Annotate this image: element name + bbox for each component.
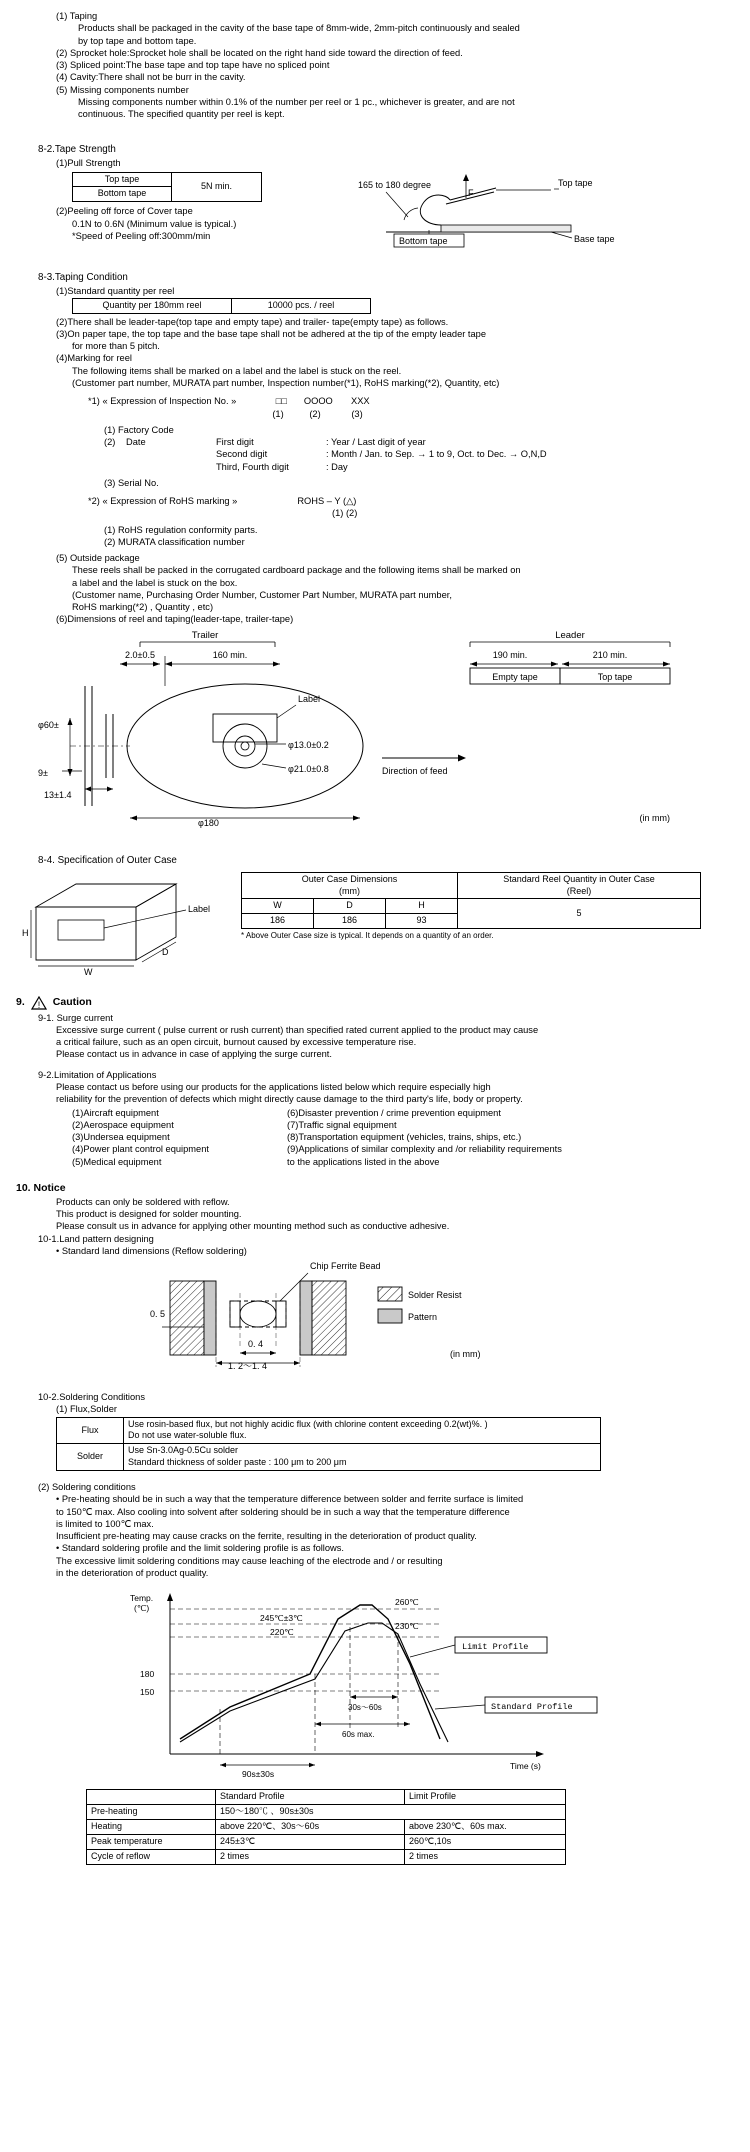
svg-text:Limit Profile: Limit Profile: [462, 1642, 529, 1653]
insp-code-2: OOOO: [303, 396, 333, 407]
section-taping-condition: [0, 252, 750, 626]
std-qty-table: [72, 298, 371, 314]
preheat-line-2: to 150℃ max. Also cooling into solvent after soldering should be in such a way that the temperature difference: [56, 1506, 510, 1517]
app-right-2: (7)Traffic signal equipment: [287, 1119, 397, 1130]
header-blank: [87, 1790, 216, 1805]
rohs-nums: (1) (2): [332, 508, 358, 519]
surge-title: 9-1. Surge current: [38, 1012, 113, 1023]
svg-text:Label: Label: [188, 903, 211, 914]
row-heating-limit: above 230℃、60s max.: [405, 1819, 566, 1834]
date-digit-value: : Month / Jan. to Sep. → 1 to 9, Oct. to Dec. → O,N,D: [326, 449, 547, 460]
dims-header: [242, 872, 458, 899]
qty-header-l2: (Reel): [566, 885, 592, 896]
app-right-4: (9)Applications of similar complexity and /or reliability requirements: [287, 1144, 562, 1155]
row-solder-label: Solder: [57, 1444, 124, 1471]
section-tape-strength: [0, 120, 750, 251]
svg-text:φ13.0±0.2: φ13.0±0.2: [288, 739, 329, 750]
row-preheating-label: Pre-heating: [87, 1805, 216, 1820]
detail-label: Factory Code: [117, 424, 174, 435]
svg-text:Trailer: Trailer: [191, 629, 219, 641]
value-h: 93: [386, 914, 458, 929]
notice-line-3: Please consult us in advance for applying other mounting method such as conductive adhesive.: [56, 1221, 450, 1232]
svg-text:9±: 9±: [38, 767, 48, 778]
qty-header-l1: Standard Reel Quantity in Outer Case: [503, 873, 655, 884]
rohs-item-2: (2) MURATA classification number: [104, 536, 245, 547]
inspection-expression: [88, 395, 734, 420]
row-cycle-standard: 2 times: [216, 1849, 405, 1864]
item-number: (2): [56, 47, 68, 58]
svg-text:D: D: [162, 946, 169, 957]
surge-line-3: Please contact us in advance in case of applying the surge current.: [56, 1049, 332, 1060]
taping-item-2: [56, 47, 734, 59]
section-9-number: 9.: [16, 995, 25, 1008]
outside-line-1: These reels shall be packed in the corrugated cardboard package and the following items shall be marked on: [72, 565, 521, 576]
svg-text:180: 180: [140, 1669, 155, 1680]
svg-text:30s～60s: 30s～60s: [348, 1703, 382, 1713]
insp-expr-label: *1) « Expression of Inspection No. »: [88, 396, 237, 407]
solder-line-1: Use Sn-3.0Ag-0.5Cu solder: [128, 1445, 239, 1456]
row-heating-label: Heating: [87, 1819, 216, 1834]
svg-text:260℃: 260℃: [395, 1597, 419, 1608]
preheat-line-4: Insufficient pre-heating may cause cracks on the ferrite, resulting in the deterioration of product quality.: [56, 1531, 477, 1542]
table-row: [73, 298, 371, 313]
flux-solder-label: (1) Flux,Solder: [56, 1404, 117, 1415]
pull-strength-label: (1)Pull Strength: [56, 158, 121, 169]
section-notice: [0, 1168, 750, 1257]
item-label: Taping: [69, 11, 98, 21]
header-limit: Limit Profile: [405, 1790, 566, 1805]
value-w: 186: [242, 914, 314, 929]
app-left-2: (2)Aerospace equipment: [72, 1119, 174, 1130]
taping-item-3: [56, 59, 734, 71]
soldering-conditions-label: (2) Soldering conditions: [38, 1482, 136, 1493]
table-row: [87, 1805, 566, 1820]
app-left-1: (1)Aircraft equipment: [72, 1107, 159, 1118]
profile-line-3: in the deterioration of product quality.: [56, 1567, 209, 1578]
app-right-1: (6)Disaster prevention / crime prevention equipment: [287, 1107, 501, 1118]
section-83-title: 8-3.Taping Condition: [38, 271, 128, 283]
notice-line-1: Products can only be soldered with reflow.: [56, 1196, 230, 1207]
reflow-profile-table: [86, 1789, 566, 1864]
table-row: [242, 872, 701, 899]
flux-solder-table: [56, 1417, 601, 1472]
table-row: [87, 1819, 566, 1834]
svg-text:Pattern: Pattern: [408, 1312, 438, 1323]
insp-detail-date: [104, 436, 734, 448]
unit-label: (in mm): [639, 812, 670, 823]
date-digit-label: Third, Fourth digit: [216, 461, 289, 472]
svg-text:(in mm): (in mm): [450, 1349, 481, 1360]
row-peak-label: Peak temperature: [87, 1834, 216, 1849]
svg-text:φ180: φ180: [198, 817, 219, 828]
item-number: (1): [56, 11, 68, 21]
row-peak-standard: 245±3℃: [216, 1834, 405, 1849]
peel-speed: *Speed of Peeling off:300mm/min: [72, 230, 211, 241]
section-caution: [0, 982, 750, 1168]
item-text: by top tape and bottom tape.: [78, 35, 197, 46]
marking-line-1: The following items shall be marked on a label and the label is stuck on the reel.: [72, 365, 402, 376]
col-w: W: [242, 899, 314, 914]
svg-text:210 min.: 210 min.: [592, 649, 628, 660]
svg-text:Leader: Leader: [555, 629, 585, 641]
table-row: [87, 1834, 566, 1849]
svg-text:F: F: [468, 187, 474, 198]
section-taping: [0, 0, 750, 120]
svg-text:Bottom tape: Bottom tape: [399, 235, 448, 246]
date-digit-value: : Day: [326, 461, 348, 472]
row-peak-limit: 260℃,10s: [405, 1834, 566, 1849]
rohs-item-1: (1) RoHS regulation conformity parts.: [104, 524, 258, 535]
dims-header-l1: Outer Case Dimensions: [301, 873, 398, 884]
peel-force-label: (2)Peeling off force of Cover tape: [56, 206, 193, 217]
col-h: H: [386, 899, 458, 914]
svg-text:φ21.0±0.8: φ21.0±0.8: [288, 763, 329, 774]
section-10-title: 10. Notice: [16, 1181, 66, 1194]
insp-code-3: XXX: [351, 396, 370, 407]
section-soldering-conditions: [0, 1377, 750, 1579]
svg-text:Temp.: Temp.: [130, 1593, 154, 1604]
soldering-title: 10-2.Soldering Conditions: [38, 1392, 145, 1403]
date-digit-value: : Year / Last digit of year: [326, 437, 426, 448]
taping-note-2: (2)There shall be leader-tape(top tape and empty tape) and trailer- tape(empty tape) as follows.: [56, 316, 449, 327]
insp-detail-serial: (3) Serial No.: [104, 477, 159, 488]
std-qty-label: (1)Standard quantity per reel: [56, 285, 175, 296]
solder-line-2: Standard thickness of solder paste : 100 μm to 200 μm: [128, 1457, 347, 1468]
row-cycle-limit: 2 times: [405, 1849, 566, 1864]
svg-text:245℃±3℃: 245℃±3℃: [260, 1613, 303, 1624]
svg-text:2.0±0.5: 2.0±0.5: [125, 649, 155, 660]
svg-text:Top tape: Top tape: [558, 177, 593, 188]
svg-text:220℃: 220℃: [270, 1627, 294, 1638]
svg-text:φ60±: φ60±: [38, 719, 59, 730]
outside-package-label: (5) Outside package: [56, 553, 140, 564]
cell-reel-size: Quantity per 180mm reel: [73, 298, 232, 313]
outer-case-box-figure: [16, 872, 241, 982]
item-label: Missing components number: [69, 84, 189, 95]
date-digit-label: First digit: [216, 437, 254, 448]
warning-triangle-icon: [31, 996, 47, 1010]
svg-text:13±1.4: 13±1.4: [44, 789, 72, 800]
svg-text:60s max.: 60s max.: [342, 1730, 375, 1740]
svg-text:Empty tape: Empty tape: [492, 671, 538, 682]
peel-diagram: [346, 170, 646, 252]
marking-label: (4)Marking for reel: [56, 353, 132, 364]
svg-text:160 min.: 160 min.: [212, 649, 248, 660]
svg-text:190 min.: 190 min.: [492, 649, 528, 660]
limitation-line-1: Please contact us before using our products for the applications listed below which require especially high: [56, 1082, 491, 1092]
svg-text:Base tape: Base tape: [574, 233, 615, 244]
limitation-line-2: reliability for the prevention of defects which might directly cause damage to the third party's life, body or property.: [56, 1094, 523, 1105]
item-text: continuous. The specified quantity per reel is kept.: [78, 109, 285, 120]
svg-text:230℃: 230℃: [395, 1621, 419, 1632]
row-solder-value: [124, 1444, 601, 1471]
detail-number: (2): [104, 437, 116, 448]
peel-force-value: 0.1N to 0.6N (Minimum value is typical.): [72, 218, 237, 229]
limitation-title: 9-2.Limitation of Applications: [38, 1069, 157, 1080]
item-number: (4): [56, 72, 68, 83]
app-left-5: (5)Medical equipment: [72, 1156, 162, 1167]
section-82-title: 8-2.Tape Strength: [38, 144, 116, 156]
section-84-title: 8-4. Specification of Outer Case: [38, 854, 177, 866]
item-number: (5): [56, 84, 68, 95]
row-flux-label: Flux: [57, 1417, 124, 1444]
land-pattern-figure: [0, 1257, 750, 1377]
svg-text:(℃): (℃): [134, 1603, 150, 1614]
svg-text:Chip Ferrite Bead: Chip Ferrite Bead: [310, 1261, 381, 1272]
svg-text:Standard Profile: Standard Profile: [491, 1702, 573, 1713]
land-pattern-bullet: • Standard land dimensions (Reflow soldering): [56, 1245, 247, 1256]
svg-text:Time (s): Time (s): [510, 1761, 541, 1772]
app-left-4: (4)Power plant control equipment: [72, 1144, 209, 1155]
surge-line-2: a critical failure, such as an open circuit, burnout caused by excessive temperature rise.: [56, 1037, 417, 1048]
app-right-3: (8)Transportation equipment (vehicles, trains, ships, etc.): [287, 1132, 522, 1143]
row-cycle-label: Cycle of reflow: [87, 1849, 216, 1864]
cell-reel-qty: 10000 pcs. / reel: [232, 298, 371, 313]
table-row: [57, 1444, 601, 1471]
svg-text:Top tape: Top tape: [597, 671, 633, 682]
insp-code-1: □□: [275, 396, 287, 407]
land-pattern-title: 10-1.Land pattern designing: [38, 1233, 154, 1244]
table-row: [73, 172, 262, 187]
outer-case-table: [241, 872, 701, 930]
taping-item-4: [56, 71, 734, 83]
item-label: Sprocket hole:Sprocket hole shall be located on the right hand side toward the direction of feed.: [69, 47, 463, 58]
taping-note-3b: for more than 5 pitch.: [72, 341, 160, 352]
cell-top-tape: Top tape: [73, 172, 172, 187]
rohs-expr-label: *2) « Expression of RoHS marking »: [88, 496, 238, 507]
svg-text:Solder Resist: Solder Resist: [408, 1290, 462, 1301]
rohs-expression: [88, 495, 734, 520]
rohs-code: ROHS – Y (△): [297, 496, 357, 507]
preheat-line-3: is limited to 100℃ max.: [56, 1518, 154, 1529]
svg-text:0. 4: 0. 4: [248, 1339, 264, 1350]
outside-line-3: (Customer name, Purchasing Order Number, Customer Part Number, MURATA part number,: [72, 589, 452, 600]
svg-text:150: 150: [140, 1687, 155, 1698]
item-text: Missing components number within 0.1% of the number per reel or 1 pc., whichever is greater, and are not: [78, 96, 515, 107]
svg-text:90s±30s: 90s±30s: [242, 1769, 275, 1780]
qty-header: [458, 872, 701, 899]
insp-detail-factory: [104, 424, 734, 436]
row-preheating-value: 150～180℃ 、90s±30s: [216, 1805, 566, 1820]
detail-label: Date: [126, 437, 146, 448]
value-d: 186: [314, 914, 386, 929]
section-9-title: Caution: [52, 995, 92, 1008]
row-heating-standard: above 220℃、30s～60s: [216, 1819, 405, 1834]
date-digit-label: Second digit: [216, 449, 268, 460]
outside-line-4: RoHS marking(*2) , Quantity , etc): [72, 602, 214, 613]
taping-item-5: [56, 84, 734, 121]
svg-text:H: H: [22, 927, 29, 938]
item-label: Spliced point:The base tape and top tape have no spliced point: [69, 60, 330, 71]
svg-text:W: W: [84, 966, 93, 977]
table-row: [57, 1417, 601, 1444]
notice-line-2: This product is designed for solder mounting.: [56, 1208, 242, 1219]
flux-line-2: Do not use water-soluble flux.: [128, 1430, 247, 1441]
reflow-profile-chart: [0, 1579, 750, 1789]
reel-taping-drawing: [0, 626, 750, 831]
surge-line-1: Excessive surge current ( pulse current or rush current) than specified rated current applied to the product may cause: [56, 1024, 539, 1035]
flux-line-1: Use rosin-based flux, but not highly acidic flux (with chlorine content exceeding 0.2(wt)%. ): [128, 1418, 488, 1429]
section-outer-case: [0, 831, 750, 982]
insp-date-second: [104, 448, 734, 460]
taping-item-1: [56, 10, 734, 47]
item-number: (3): [56, 60, 68, 71]
cell-bottom-tape: Bottom tape: [73, 187, 172, 202]
outer-case-note: * Above Outer Case size is typical. It depends on a quantity of an order.: [241, 931, 494, 941]
insp-num-3: (3): [351, 408, 363, 419]
col-d: D: [314, 899, 386, 914]
taping-note-3a: (3)On paper tape, the top tape and the base tape shall not be adhered at the tip of the empty leader tape: [56, 328, 487, 339]
pull-strength-table: [72, 172, 262, 203]
svg-text:0. 5: 0. 5: [150, 1309, 166, 1320]
svg-text:Label: Label: [298, 693, 321, 704]
cell-strength-value: 5N min.: [172, 172, 262, 202]
svg-text:Direction of feed: Direction of feed: [382, 765, 448, 776]
outside-line-2: a label and the label is stuck on the box.: [72, 577, 238, 588]
profile-line-1: • Standard soldering profile and the limit soldering profile is as follows.: [56, 1543, 344, 1554]
preheat-line-1: • Pre-heating should be in such a way that the temperature difference between solder and ferrite surface is limited: [56, 1494, 524, 1505]
table-row: [242, 899, 701, 914]
cell-reel-quantity: 5: [458, 899, 701, 929]
detail-number: (1): [104, 424, 116, 435]
app-right-5: to the applications listed in the above: [287, 1156, 440, 1167]
insp-num-2: (2): [309, 408, 321, 419]
row-flux-value: [124, 1417, 601, 1444]
svg-text:165 to 180 degree: 165 to 180 degree: [358, 179, 432, 190]
marking-line-2: (Customer part number, MURATA part number, Inspection number(*1), RoHS marking(*2), Quantity, etc): [72, 377, 500, 388]
insp-date-third: [104, 461, 734, 473]
svg-text:1. 2～1. 4: 1. 2～1. 4: [228, 1361, 268, 1372]
header-standard: Standard Profile: [216, 1790, 405, 1805]
profile-line-2: The excessive limit soldering conditions may cause leaching of the electrode and / or resulting: [56, 1555, 443, 1566]
insp-num-1: (1): [272, 408, 284, 419]
dims-header-l2: (mm): [339, 885, 360, 896]
item-label: Cavity:There shall not be burr in the cavity.: [69, 72, 246, 83]
table-row: [87, 1849, 566, 1864]
reflow-profile-table-wrap: [0, 1789, 750, 1878]
table-row: [87, 1790, 566, 1805]
reel-dims-label: (6)Dimensions of reel and taping(leader-tape, trailer-tape): [56, 614, 294, 625]
item-text: Products shall be packaged in the cavity of the base tape of 8mm-wide, 2mm-pitch continuously and sealed: [78, 23, 520, 34]
svg-text:!: !: [37, 999, 41, 1010]
app-left-3: (3)Undersea equipment: [72, 1132, 170, 1143]
